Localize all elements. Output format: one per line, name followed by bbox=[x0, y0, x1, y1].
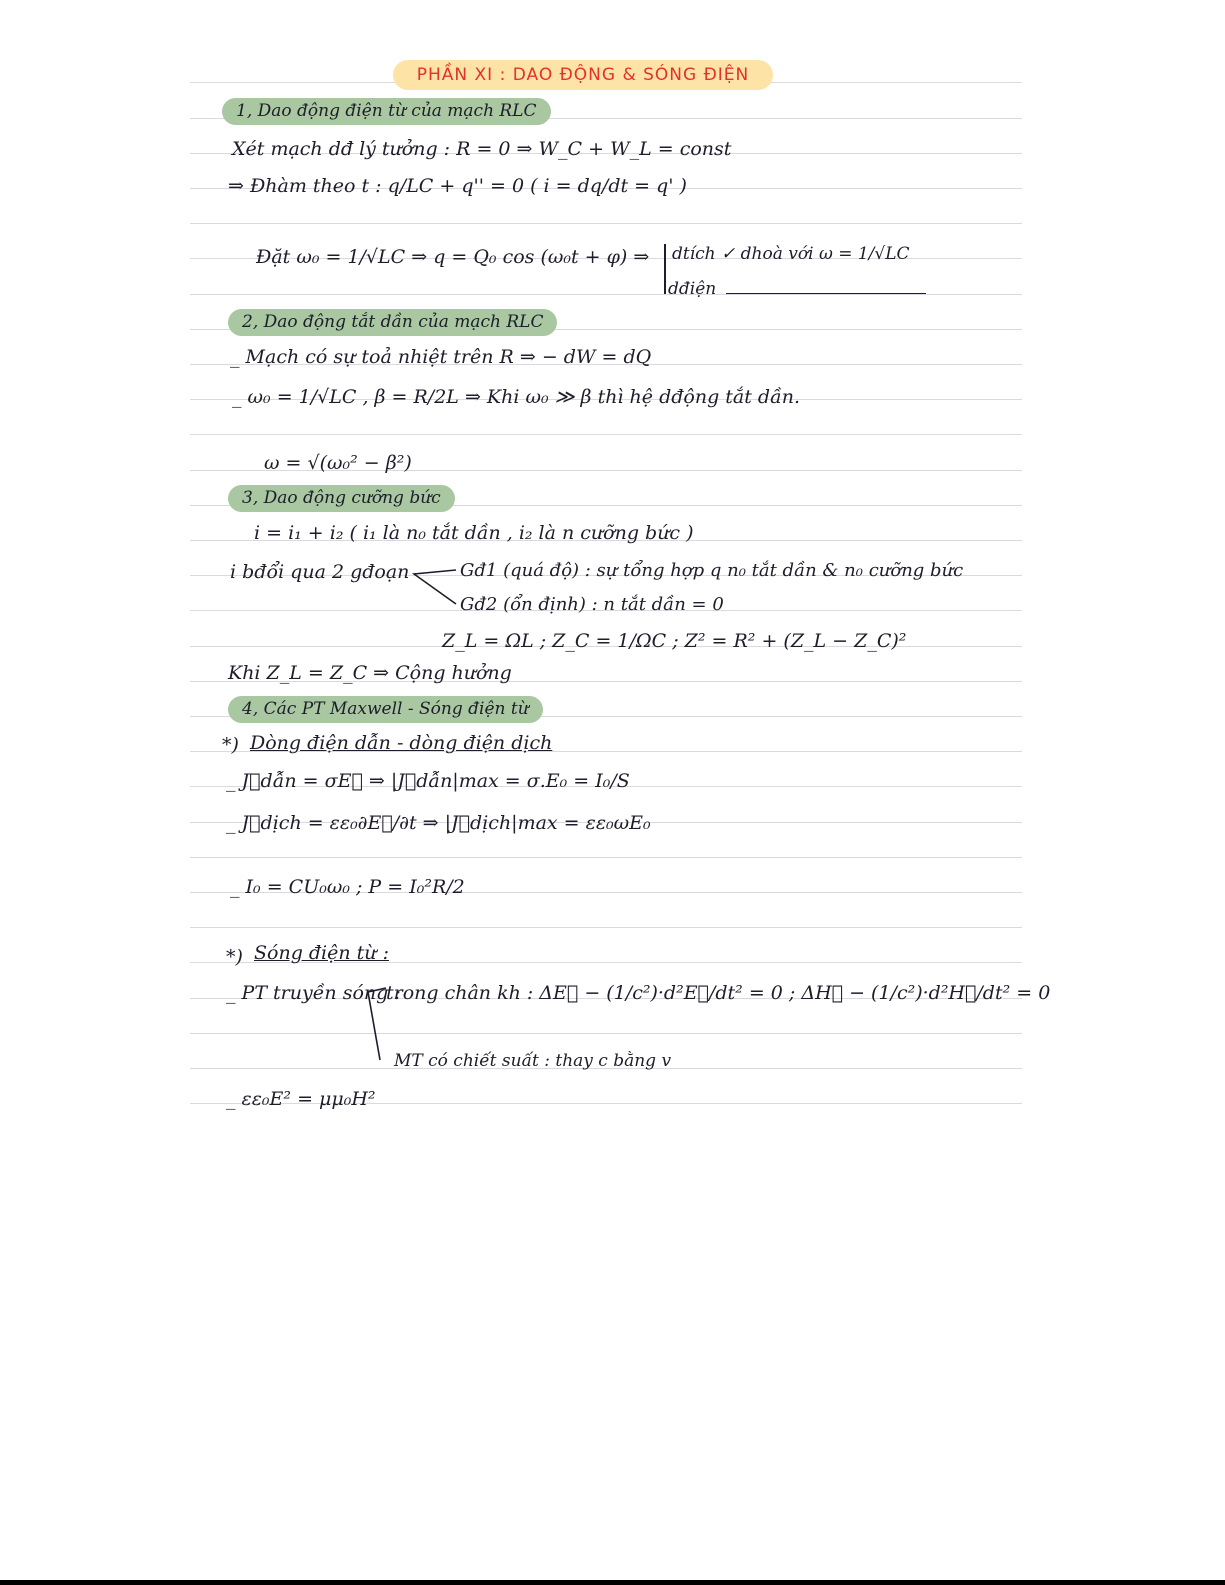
note-line: _ J⃗dẫn = σE⃗ ⇒ |J⃗dẫn|max = σ.E₀ = I₀/S bbox=[226, 770, 630, 792]
note-line: ω = √(ω₀² − β²) bbox=[264, 452, 412, 474]
ruled-line bbox=[190, 294, 1022, 295]
ruled-line bbox=[190, 927, 1022, 928]
ruled-line bbox=[190, 1033, 1022, 1034]
note-line: i = i₁ + i₂ ( i₁ là n₀ tắt dần , i₂ là n cưỡng bức ) bbox=[254, 522, 694, 544]
note-line: dđiện bbox=[668, 279, 717, 299]
subheading: Dòng điện dẫn - dòng điện dịch bbox=[250, 732, 553, 754]
page-title: PHẦN XI : DAO ĐỘNG & SÓNG ĐIỆN bbox=[393, 60, 773, 90]
note-line: Xét mạch dđ lý tưởng : R = 0 ⇒ W_C + W_L = const bbox=[232, 138, 732, 160]
ruled-line bbox=[190, 857, 1022, 858]
ruled-line bbox=[190, 434, 1022, 435]
bullet-star: *) bbox=[226, 946, 243, 968]
note-line: ⇒ Đhàm theo t : q/LC + q'' = 0 ( i = dq/dt = q' ) bbox=[228, 175, 687, 197]
section-heading-4: 4, Các PT Maxwell - Sóng điện từ bbox=[228, 696, 543, 723]
brace-line bbox=[664, 244, 666, 294]
note-line: Khi Z_L = Z_C ⇒ Cộng hưởng bbox=[228, 662, 512, 684]
note-line: _ εε₀E² = μμ₀H² bbox=[226, 1088, 376, 1110]
note-line: i bđổi qua 2 gđoạn bbox=[230, 561, 410, 583]
note-line: Đặt ω₀ = 1/√LC ⇒ q = Q₀ cos (ω₀t + φ) ⇒ bbox=[256, 246, 650, 268]
note-line: Gđ1 (quá độ) : sự tổng hợp q n₀ tắt dần & n₀ cưỡng bức bbox=[460, 560, 964, 581]
note-line: dtích ✓ dhoà với ω = 1/√LC bbox=[672, 244, 910, 264]
branch-arrow bbox=[412, 566, 458, 608]
note-line: _ PT truyền sóng : bbox=[226, 982, 401, 1004]
subheading: Sóng điện từ : bbox=[254, 942, 389, 964]
note-line: Z_L = ΩL ; Z_C = 1/ΩC ; Z² = R² + (Z_L − Z_C)² bbox=[442, 630, 907, 652]
note-line: MT có chiết suất : thay c bằng v bbox=[394, 1051, 672, 1071]
note-line: _ J⃗dịch = εε₀∂E⃗/∂t ⇒ |J⃗dịch|max = εε₀ωE₀ bbox=[226, 812, 651, 834]
underline-stroke bbox=[726, 293, 926, 294]
section-heading-2: 2, Dao động tắt dần của mạch RLC bbox=[228, 309, 557, 336]
ruled-line bbox=[190, 223, 1022, 224]
section-heading-3: 3, Dao động cưỡng bức bbox=[228, 485, 455, 512]
note-line: _ Mạch có sự toả nhiệt trên R ⇒ − dW = dQ bbox=[230, 346, 652, 368]
note-line: _ I₀ = CU₀ω₀ ; P = I₀²R/2 bbox=[230, 876, 465, 898]
note-line: Gđ2 (ổn định) : n tắt dần = 0 bbox=[460, 594, 724, 615]
bullet-star: *) bbox=[222, 734, 239, 756]
note-line: trong chân kh : ΔE⃗ − (1/c²)·d²E⃗/dt² = 0 ; ΔH⃗ − (1/c²)·d²H⃗/dt² = 0 bbox=[386, 982, 1051, 1004]
note-line: _ ω₀ = 1/√LC , β = R/2L ⇒ Khi ω₀ ≫ β thì hệ dđộng tắt dần. bbox=[232, 386, 800, 408]
section-heading-1: 1, Dao động điện từ của mạch RLC bbox=[222, 98, 551, 125]
bottom-edge bbox=[0, 1580, 1225, 1585]
